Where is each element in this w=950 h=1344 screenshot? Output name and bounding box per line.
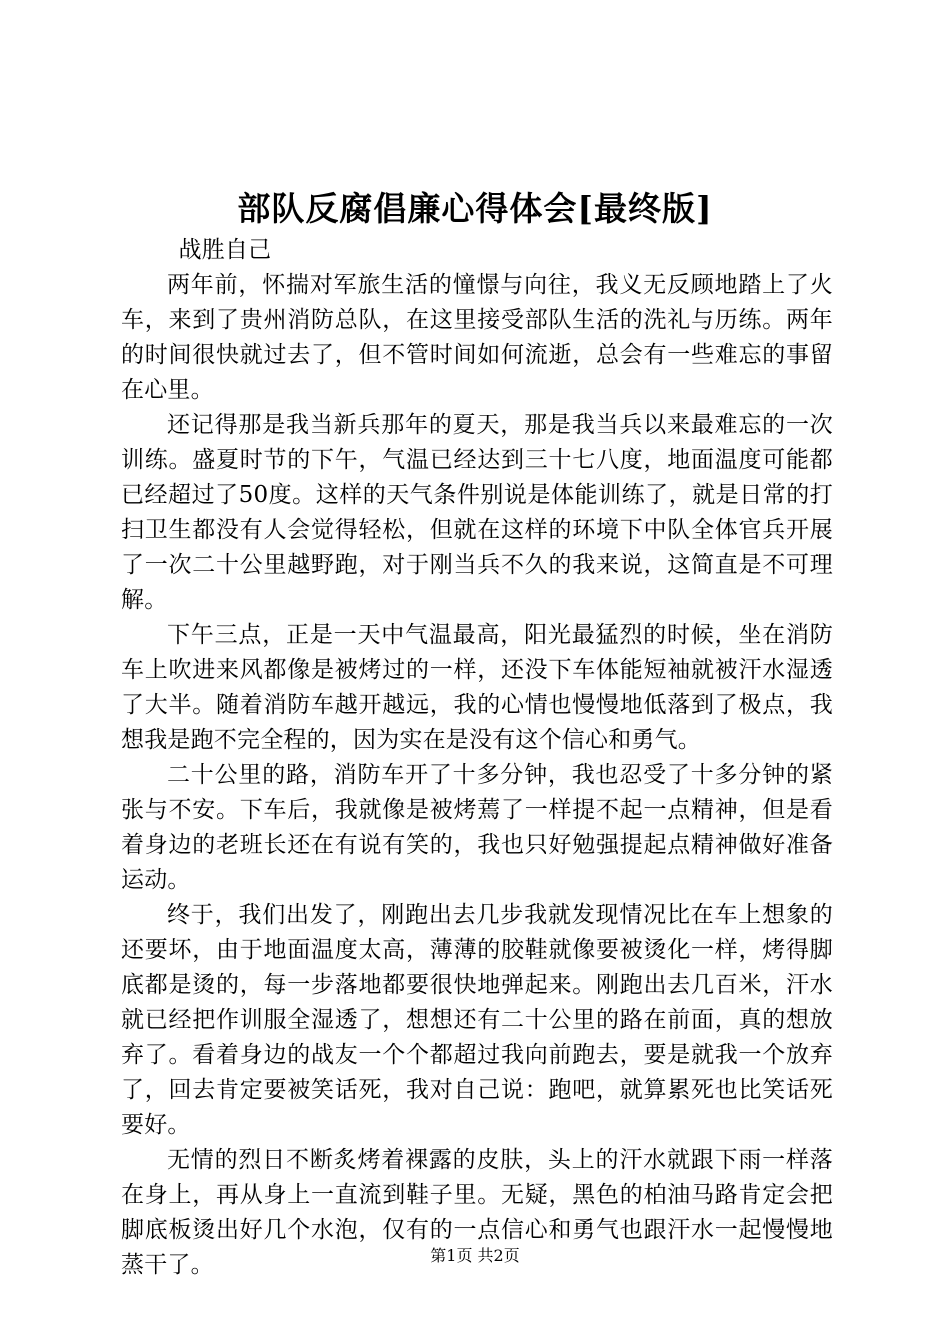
paragraph: 无情的烈日不断炙烤着裸露的皮肤，头上的汗水就跟下雨一样落在身上，再从身上一直流到鞋子里。无疑，黑色的柏油马路肯定会把脚底板烫出好几个水泡，仅有的一点信心和勇气也跟汗水一起慢慢地蒸干了。 [121, 1147, 833, 1278]
page-footer: 第1页 共2页 [430, 1246, 520, 1265]
document-title: 部队反腐倡廉心得体会[最终版] [237, 189, 713, 228]
section-subheading: 战胜自己 [178, 237, 272, 263]
paragraph: 两年前，怀揣对军旅生活的憧憬与向往，我义无反顾地踏上了火车，来到了贵州消防总队，在这里接受部队生活的洗礼与历练。两年的时间很快就过去了，但不管时间如何流逝，总会有一些难忘的事留在心里。 [121, 272, 833, 403]
paragraph: 还记得那是我当新兵那年的夏天，那是我当兵以来最难忘的一次训练。盛夏时节的下午，气温已经达到三十七八度，地面温度可能都已经超过了50度。这样的天气条件别说是体能训练了，就是日常的打扫卫生都没有人会觉得轻松，但就在这样的环境下中队全体官兵开展了一次二十公里越野跑，对于刚当兵不久的我来说，这简直是不可理解。 [121, 412, 833, 613]
document-body [121, 233, 833, 1283]
paragraph: 二十公里的路，消防车开了十多分钟，我也忍受了十多分钟的紧张与不安。下车后，我就像是被烤蔫了一样提不起一点精神，但是看着身边的老班长还在有说有笑的，我也只好勉强提起点精神做好准备运动。 [121, 762, 833, 893]
paragraph: 下午三点，正是一天中气温最高，阳光最猛烈的时候，坐在消防车上吹进来风都像是被烤过的一样，还没下车体能短袖就被汗水湿透了大半。随着消防车越开越远，我的心情也慢慢地低落到了极点，我想我是跑不完全程的，因为实在是没有这个信心和勇气。 [121, 622, 833, 753]
paragraph: 终于，我们出发了，刚跑出去几步我就发现情况比在车上想象的还要坏，由于地面温度太高，薄薄的胶鞋就像要被烫化一样，烤得脚底都是烫的，每一步落地都要很快地弹起来。刚跑出去几百米，汗水就已经把作训服全湿透了，想想还有二十公里的路在前面，真的想放弃了。看着身边的战友一个个都超过我向前跑去，要是就我一个放弃了，回去肯定要被笑话死，我对自己说：跑吧，就算累死也比笑话死要好。 [121, 902, 833, 1138]
